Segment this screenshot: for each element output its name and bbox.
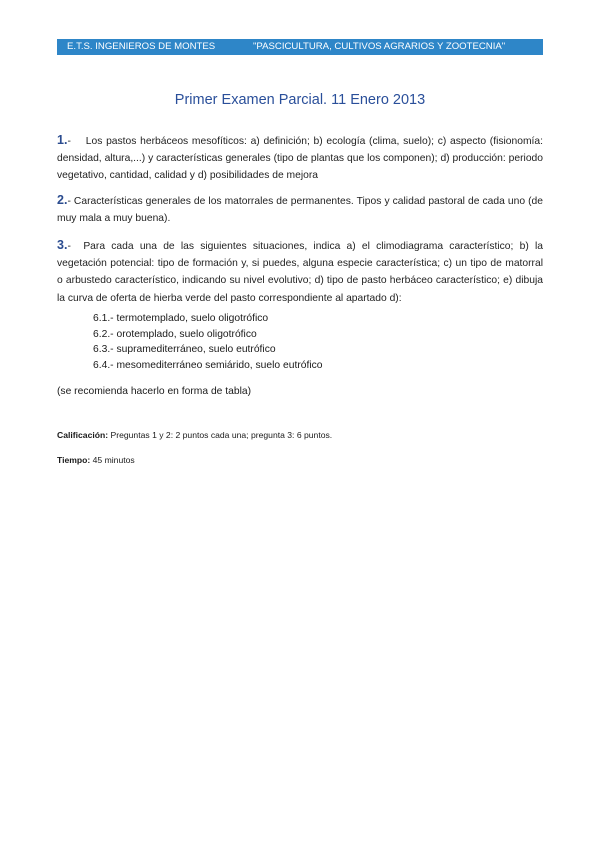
school-name: E.T.S. INGENIEROS DE MONTES xyxy=(67,41,216,52)
list-item: 6.3.- supramediterráneo, suelo eutrófico xyxy=(93,344,276,356)
question-number: 1. xyxy=(57,133,68,147)
time-line xyxy=(57,454,135,467)
recommendation-note: (se recomienda hacerlo en forma de tabla) xyxy=(57,386,252,397)
question-text: Los pastos herbáceos mesofíticos: a) definición; b) ecología (clima, suelo); c) aspecto (fisionomía: densidad, altura,...) y características generales (tipo de plantas que los componen); d) producción: periodo vegetativo, cantidad, calidad y d) posibilidades de mejora xyxy=(57,136,543,182)
list-item: 6.2.- orotemplado, suelo oligotrófico xyxy=(93,328,257,340)
question-dash: - xyxy=(67,196,71,207)
question-number: 3. xyxy=(57,238,68,252)
situation-list xyxy=(93,311,323,373)
question-3 xyxy=(57,237,543,307)
course-name: "PASCICULTURA, CULTIVOS AGRARIOS Y ZOOTECNIA" xyxy=(253,41,506,52)
question-1 xyxy=(57,132,543,185)
page-title: Primer Examen Parcial. 11 Enero 2013 xyxy=(174,92,426,108)
grading-text: Preguntas 1 y 2: 2 puntos cada una; pregunta 3: 6 puntos. xyxy=(110,430,333,440)
question-dash: - xyxy=(67,241,71,252)
question-text: Para cada una de las siguientes situaciones, indica a) el climodiagrama característico; b) la vegetación potencial: tipo de formación y, si puedes, alguna especie característica; c) un tipo de matorral o arbustedo característico, indicando su nivel evolutivo; d) tipo de pasto herbáceo característico; e) dibuja la curva de oferta de hierba verde del pasto correspondiente al apartado d): xyxy=(57,241,543,304)
question-number: 2. xyxy=(57,193,68,207)
question-text: Características generales de los matorrales de permanentes. Tipos y calidad pastoral de cada uno (de muy mala a muy buena). xyxy=(57,196,543,225)
time-text: 45 minutos xyxy=(92,455,135,465)
question-dash: - xyxy=(67,136,71,147)
header-bar xyxy=(57,39,543,55)
list-item: 6.4.- mesomediterráneo semiárido, suelo eutrófico xyxy=(93,359,323,371)
grading-line xyxy=(57,429,332,442)
list-item: 6.1.- termotemplado, suelo oligotrófico xyxy=(93,313,269,324)
question-2 xyxy=(57,192,543,227)
grading-label: Calificación: xyxy=(57,430,109,440)
time-label: Tiempo: xyxy=(57,455,91,465)
